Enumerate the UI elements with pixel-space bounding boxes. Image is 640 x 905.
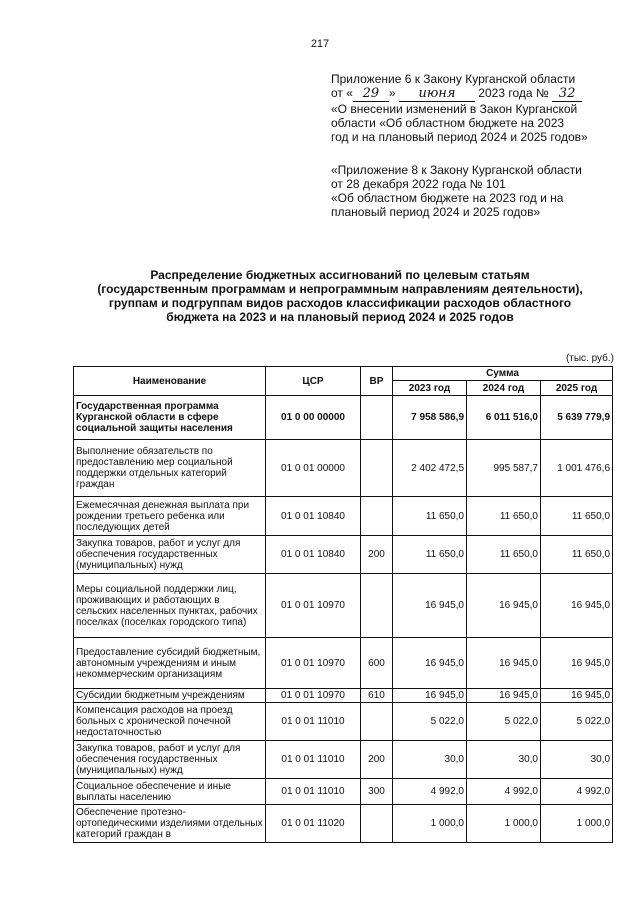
row-value-2024: 1 000,0 (467, 805, 541, 843)
table-row (74, 741, 613, 779)
table-row (74, 805, 613, 843)
appendix-header-current (331, 72, 631, 144)
row-name: Обеспечение протезно-ортопедическими изделиями отдельных категорий граждан в (74, 805, 266, 843)
row-value-2025: 16 945,0 (541, 574, 613, 638)
title-line: бюджета на 2023 и на плановый период 2024 и 2025 годов (166, 310, 514, 324)
row-value-2025: 11 650,0 (541, 497, 613, 536)
table-row (74, 440, 613, 497)
row-csr: 01 0 01 10970 (266, 689, 361, 703)
date-mid: » (388, 86, 396, 100)
appendix-line: «О внесении изменений в Закон Курганской (331, 102, 578, 116)
row-name: Субсидии бюджетным учреждениям (74, 689, 266, 703)
row-vr (361, 396, 393, 440)
row-vr: 610 (361, 689, 393, 703)
row-value-2024: 995 587,7 (467, 440, 541, 497)
header-name: Наименование (74, 367, 266, 396)
row-value-2024: 6 011 516,0 (467, 396, 541, 440)
row-name: Социальное обеспечение и иные выплаты населению (74, 779, 266, 805)
table-row (74, 779, 613, 805)
row-name: Выполнение обязательств по предоставлению мер социальной поддержки отдельных категорий граждан (74, 440, 266, 497)
row-csr: 01 0 01 10840 (266, 536, 361, 574)
row-value-2023: 11 650,0 (393, 536, 467, 574)
row-value-2023: 11 650,0 (393, 497, 467, 536)
table-row (74, 396, 613, 440)
row-value-2023: 5 022,0 (393, 703, 467, 741)
row-value-2025: 30,0 (541, 741, 613, 779)
title-line: (государственным программам и непрограммным направлениям деятельности), (97, 282, 583, 296)
row-name: Предоставление субсидий бюджетным, автономным учреждениям и иным некоммерческим организациям (74, 638, 266, 689)
page-number: 217 (310, 38, 330, 50)
row-name: Меры социальной поддержки лиц, проживающих и работающих в сельских населенных пунктах, рабочих поселках (поселках городского типа) (74, 574, 266, 638)
row-csr: 01 0 01 11010 (266, 741, 361, 779)
table-row (74, 703, 613, 741)
appendix-date-line (331, 86, 631, 102)
row-csr: 01 0 01 11020 (266, 805, 361, 843)
table-row (74, 536, 613, 574)
row-value-2024: 16 945,0 (467, 638, 541, 689)
row-csr: 01 0 00 00000 (266, 396, 361, 440)
row-value-2023: 16 945,0 (393, 689, 467, 703)
appendix-header-previous (331, 163, 631, 219)
row-value-2024: 30,0 (467, 741, 541, 779)
header-vr: ВР (361, 367, 393, 396)
title-line: группам и подгруппам видов расходов классификации расходов областного (108, 296, 572, 310)
header-csr: ЦСР (266, 367, 361, 396)
header-year-2023: 2023 год (393, 381, 467, 396)
row-value-2025: 16 945,0 (541, 638, 613, 689)
row-csr: 01 0 01 10840 (266, 497, 361, 536)
row-value-2023: 2 402 472,5 (393, 440, 467, 497)
row-csr: 01 0 01 10970 (266, 638, 361, 689)
row-value-2025: 4 992,0 (541, 779, 613, 805)
title-line: Распределение бюджетных ассигнований по целевым статьям (150, 268, 530, 282)
row-vr (361, 497, 393, 536)
units-label: (тыс. руб.) (565, 353, 614, 364)
row-value-2024: 11 650,0 (467, 536, 541, 574)
date-prefix: от « (331, 86, 353, 100)
row-value-2023: 16 945,0 (393, 638, 467, 689)
row-name: Ежемесячная денежная выплата при рождении третьего ребенка или последующих детей (74, 497, 266, 536)
handwritten-law-number: 32 (552, 87, 582, 102)
row-value-2023: 30,0 (393, 741, 467, 779)
handwritten-month: июня (399, 87, 475, 102)
table-row (74, 638, 613, 689)
row-value-2024: 5 022,0 (467, 703, 541, 741)
row-value-2024: 4 992,0 (467, 779, 541, 805)
row-name: Закупка товаров, работ и услуг для обеспечения государственных (муниципальных) нужд (74, 741, 266, 779)
appendix-line: «Приложение 8 к Закону Курганской области (331, 163, 582, 177)
row-value-2023: 1 000,0 (393, 805, 467, 843)
header-year-2024: 2024 год (467, 381, 541, 396)
row-vr: 300 (361, 779, 393, 805)
row-csr: 01 0 01 11010 (266, 703, 361, 741)
row-vr: 600 (361, 638, 393, 689)
row-value-2025: 1 000,0 (541, 805, 613, 843)
row-csr: 01 0 01 11010 (266, 779, 361, 805)
row-vr: 200 (361, 741, 393, 779)
row-value-2025: 1 001 476,6 (541, 440, 613, 497)
row-vr (361, 805, 393, 843)
appendix-line: Приложение 6 к Закону Курганской области (331, 72, 576, 86)
row-name: Государственная программа Курганской области в сфере социальной защиты населения (74, 396, 266, 440)
header-year-2025: 2025 год (541, 381, 613, 396)
header-sum: Сумма (393, 367, 613, 381)
table-row (74, 497, 613, 536)
year-text: 2023 года № (478, 86, 549, 100)
row-csr: 01 0 01 00000 (266, 440, 361, 497)
appendix-line: области «Об областном бюджете на 2023 (331, 116, 565, 130)
row-value-2024: 16 945,0 (467, 574, 541, 638)
row-name: Закупка товаров, работ и услуг для обеспечения государственных (муниципальных) нужд (74, 536, 266, 574)
table-row (74, 574, 613, 638)
row-name: Компенсация расходов на проезд больных с хронической почечной недостаточностью (74, 703, 266, 741)
row-value-2025: 16 945,0 (541, 689, 613, 703)
appendix-line: от 28 декабря 2022 года № 101 (331, 177, 506, 191)
row-vr: 200 (361, 536, 393, 574)
appendix-line: плановый период 2024 и 2025 годов» (331, 205, 541, 219)
table-row (74, 689, 613, 703)
appendix-line: год и на плановый период 2024 и 2025 годов» (331, 130, 588, 144)
handwritten-day: 29 (353, 87, 389, 102)
row-vr (361, 440, 393, 497)
appendix-line: «Об областном бюджете на 2023 год и на (331, 191, 564, 205)
row-value-2023: 4 992,0 (393, 779, 467, 805)
document-title (70, 268, 610, 324)
row-csr: 01 0 01 10970 (266, 574, 361, 638)
row-value-2023: 7 958 586,9 (393, 396, 467, 440)
row-value-2024: 11 650,0 (467, 497, 541, 536)
budget-table (73, 366, 613, 843)
row-value-2025: 5 022,0 (541, 703, 613, 741)
row-value-2023: 16 945,0 (393, 574, 467, 638)
row-value-2025: 5 639 779,9 (541, 396, 613, 440)
row-vr (361, 574, 393, 638)
row-value-2025: 11 650,0 (541, 536, 613, 574)
row-vr (361, 703, 393, 741)
row-value-2024: 16 945,0 (467, 689, 541, 703)
